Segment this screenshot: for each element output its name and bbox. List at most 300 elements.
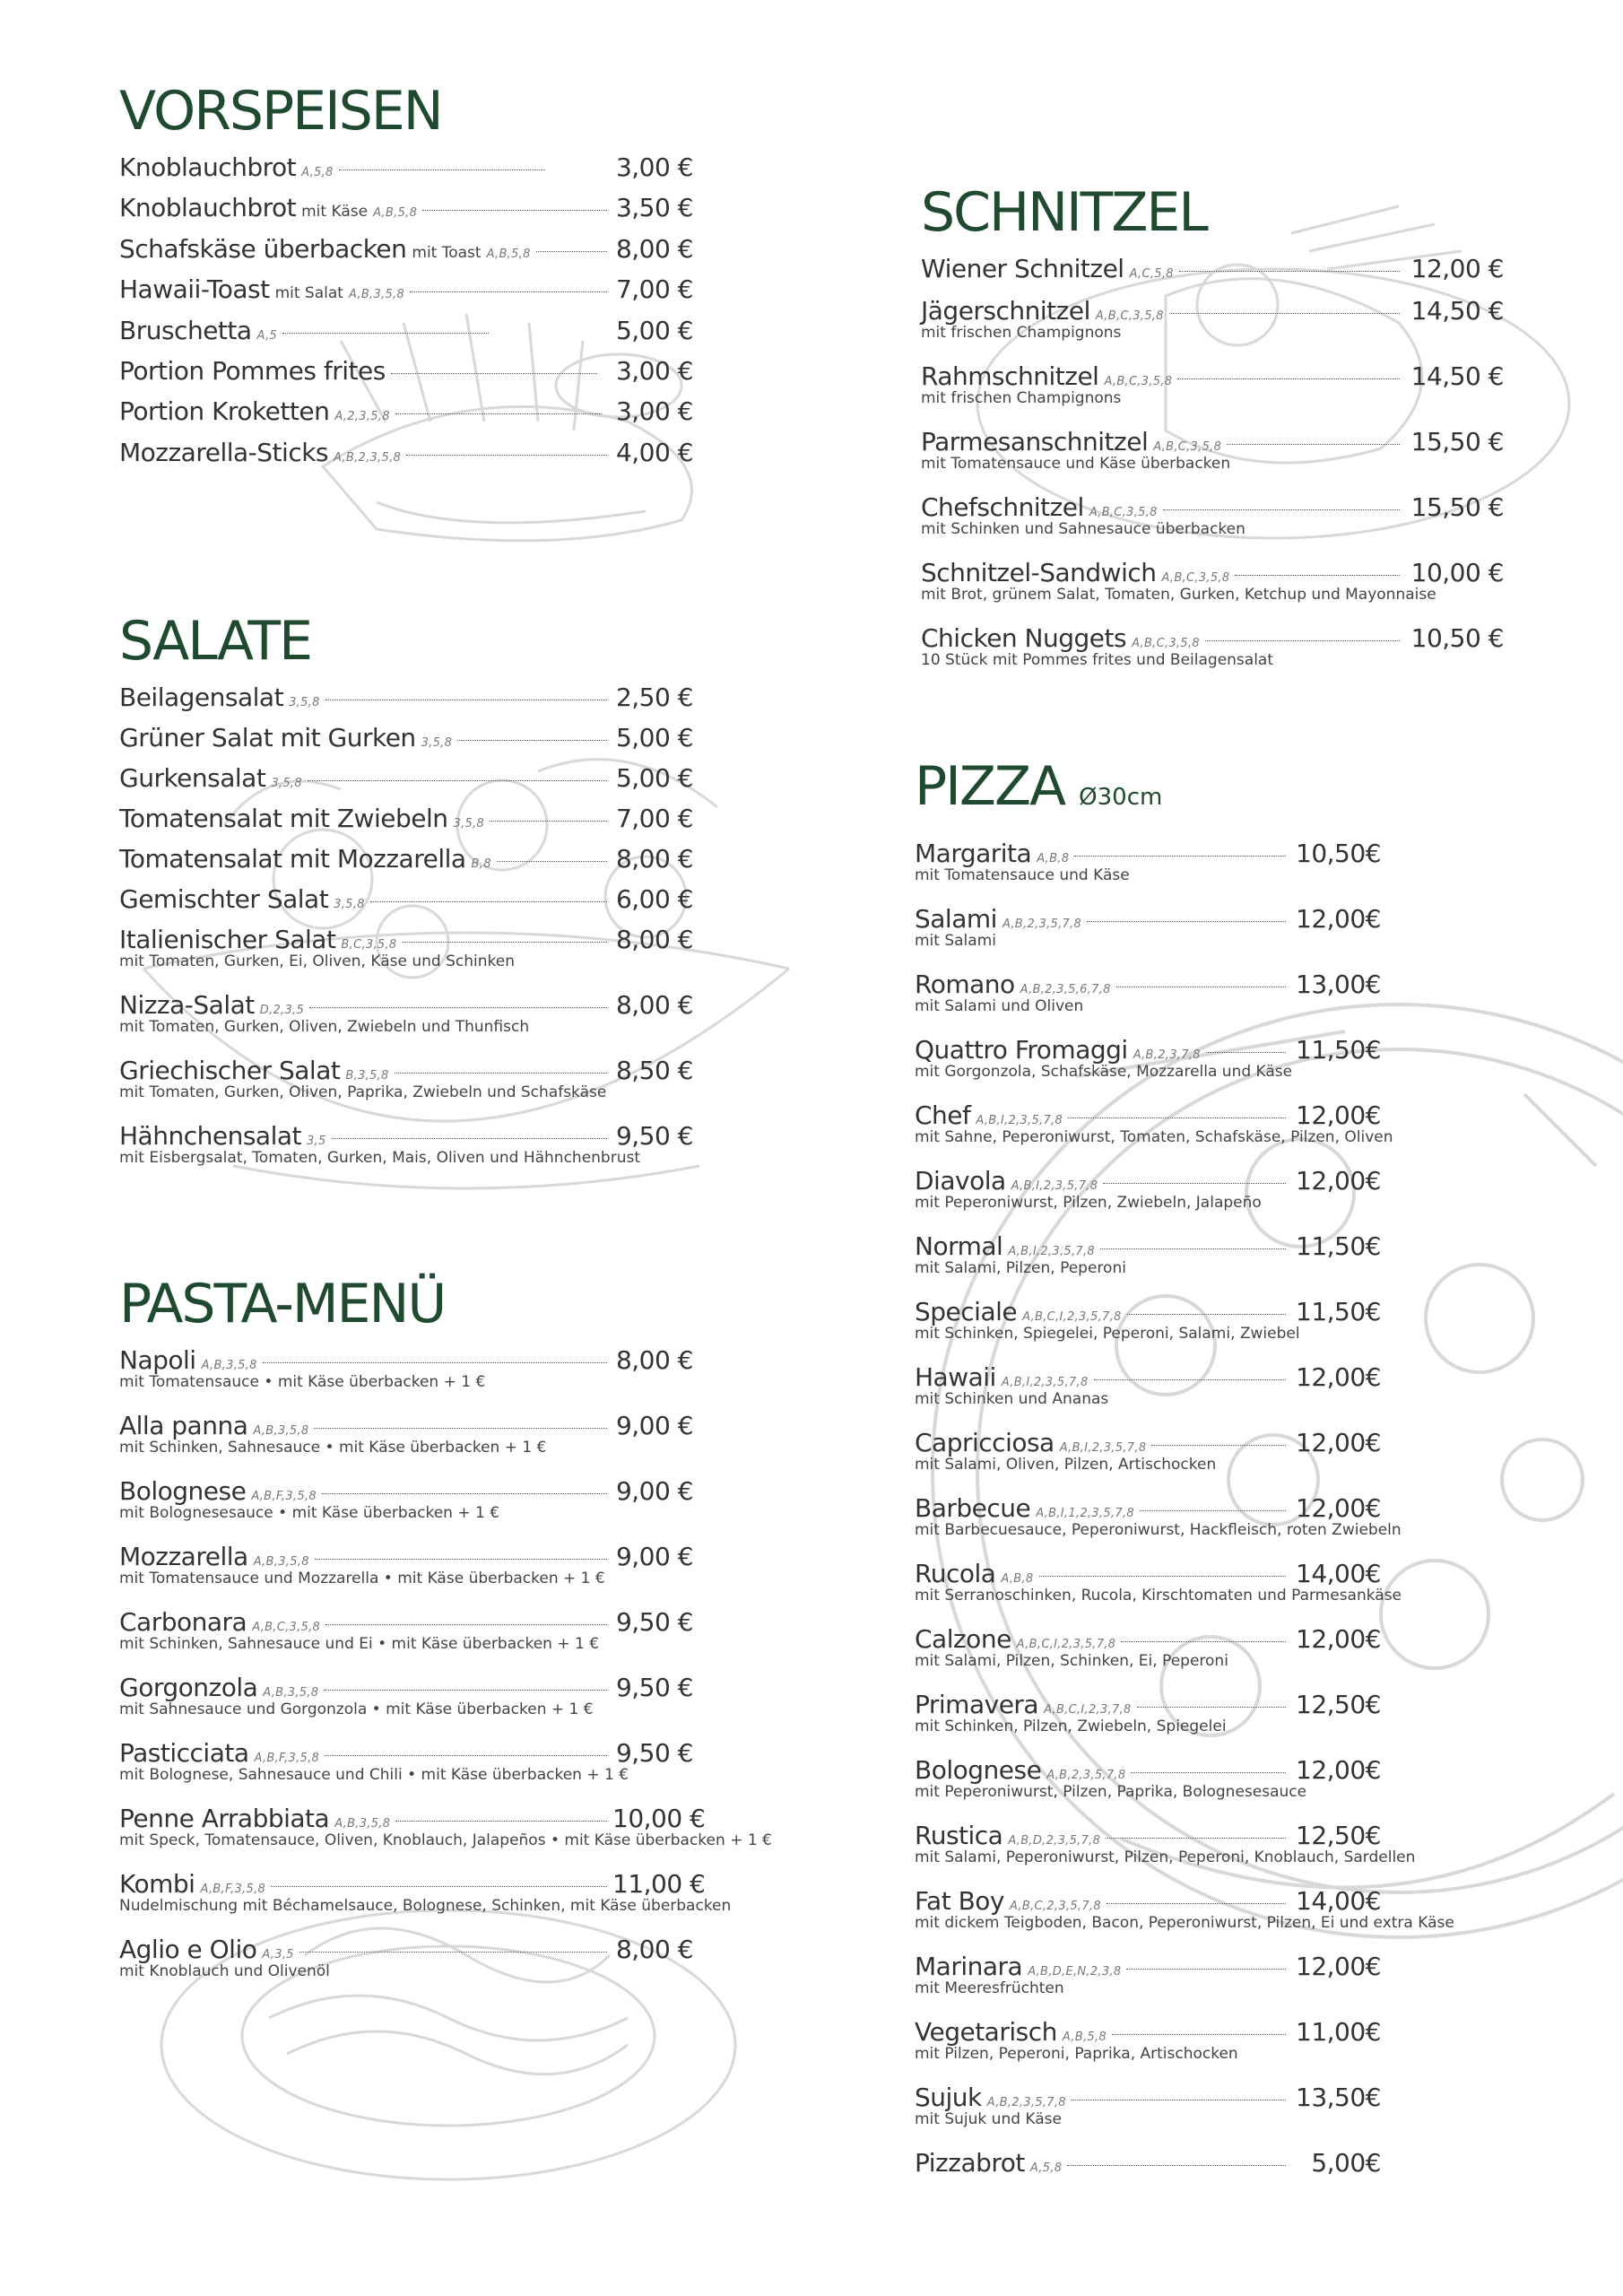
dot-leader [1169, 313, 1400, 314]
item-price: 11,50€ [1296, 1231, 1381, 1261]
item-name: Aglio e Olio [119, 1935, 257, 1964]
menu-item-row [915, 970, 1381, 999]
dot-leader [322, 1493, 607, 1494]
item-description: mit Sahnesauce und Gorgonzola • mit Käse überbacken + 1 € [119, 1700, 594, 1718]
item-description: mit Schinken, Spiegelei, Peperoni, Salami, Zwiebel [915, 1325, 1300, 1343]
allergen-codes: A,B,I,2,3,5,7,8 [976, 1114, 1063, 1127]
item-name: Napoli [119, 1345, 196, 1375]
item-price: 13,00€ [1296, 970, 1381, 999]
vorspeisen-list [119, 152, 693, 478]
menu-item-row [119, 1476, 693, 1506]
menu-item [119, 925, 693, 990]
item-description: mit Serranoschinken, Rucola, Kirschtomaten und Parmesankäse [915, 1587, 1402, 1605]
menu-item-row [915, 1952, 1381, 1981]
item-description: mit Bolognese, Sahnesauce und Chili • mit Käse überbacken + 1 € [119, 1766, 629, 1784]
allergen-codes: A,B,3,5,8 [334, 1817, 391, 1831]
allergen-codes: A,B,C,3,5,8 [1095, 309, 1164, 323]
menu-item [119, 1738, 819, 1804]
menu-item [119, 804, 693, 844]
item-price: 9,00 € [615, 1542, 693, 1571]
menu-item-row [119, 683, 693, 712]
dot-leader [395, 1073, 607, 1074]
dot-leader [314, 1428, 607, 1429]
menu-item-row [915, 1624, 1381, 1654]
item-price: 15,50 € [1410, 492, 1504, 522]
menu-item-row [915, 1493, 1381, 1523]
menu-item-row [119, 844, 693, 874]
dot-leader [410, 291, 607, 292]
dot-leader [1127, 1314, 1286, 1315]
dot-leader [1177, 378, 1400, 379]
dot-leader [1112, 2034, 1286, 2035]
menu-item [119, 438, 693, 478]
dot-leader [1121, 1641, 1286, 1642]
item-name: Romano [915, 970, 1015, 999]
allergen-codes: 3,5,8 [453, 817, 485, 831]
dot-leader [332, 1138, 607, 1139]
allergen-codes: A,B,C,3,5,8 [1089, 506, 1158, 519]
item-price: 14,00€ [1296, 1559, 1381, 1588]
item-name: Knoblauchbrot [119, 193, 297, 223]
item-description: mit Peperoniwurst, Pilzen, Paprika, Bolognesesauce [915, 1783, 1307, 1801]
menu-item-row [119, 1607, 693, 1637]
section-pizza [915, 755, 1596, 2188]
item-price: 12,00€ [1296, 904, 1381, 934]
item-description: mit Pilzen, Peperoni, Paprika, Artischocken [915, 2045, 1238, 2063]
item-price: 5,00 € [615, 763, 693, 793]
dot-leader [1131, 1772, 1286, 1773]
item-description: mit Meeresfrüchten [915, 1979, 1064, 1997]
item-description: mit Tomatensauce und Käse [915, 866, 1130, 884]
item-price: 12,00 € [1410, 254, 1504, 283]
menu-item-row [119, 1542, 693, 1571]
item-price: 9,50 € [615, 1673, 693, 1702]
menu-item [915, 1886, 1596, 1952]
item-price: 3,00 € [615, 152, 693, 182]
item-price: 10,00 € [612, 1804, 706, 1833]
allergen-codes: A,B,5,8 [373, 206, 418, 221]
item-name: Bruschetta [119, 315, 252, 345]
allergen-codes: A,B,C,3,5,8 [252, 1621, 321, 1634]
menu-item [119, 884, 693, 925]
item-description: mit Speck, Tomatensauce, Oliven, Knoblauch, Jalapeños • mit Käse überbacken + 1 € [119, 1831, 772, 1849]
allergen-codes: A,B,3,5,8 [348, 288, 405, 302]
allergen-codes: A,B,2,3,5,7,8 [1002, 918, 1082, 931]
item-price: 5,00€ [1311, 2148, 1381, 2178]
menu-item-row [119, 274, 693, 304]
item-name: Vegetarisch [915, 2017, 1057, 2047]
item-price: 4,00 € [615, 437, 693, 467]
menu-item-row [915, 1035, 1381, 1065]
allergen-codes: A,B,I,2,3,5,7,8 [1059, 1441, 1147, 1455]
item-name: Sujuk [915, 2083, 982, 2112]
menu-item [119, 844, 693, 884]
item-name: Normal [915, 1231, 1003, 1261]
menu-item-row [921, 492, 1504, 522]
dot-leader [1140, 1510, 1286, 1511]
dot-leader [1067, 2165, 1286, 2166]
menu-item-row [119, 356, 693, 386]
dot-leader [324, 1690, 607, 1691]
item-name: Pasticciata [119, 1738, 249, 1768]
allergen-codes: A,C,5,8 [1129, 267, 1174, 281]
item-price: 5,00 € [615, 723, 693, 752]
menu-item-row [915, 1559, 1381, 1588]
section-title-pizza [915, 755, 1596, 826]
dot-leader [406, 455, 607, 456]
dot-leader [315, 1559, 607, 1560]
item-name: Jägerschnitzel [921, 296, 1090, 326]
dot-leader [1163, 509, 1400, 510]
menu-item-row [119, 1869, 706, 1899]
item-price: 2,50 € [615, 683, 693, 712]
item-price: 11,50€ [1296, 1297, 1381, 1326]
item-description: mit Schinken, Sahnesauce • mit Käse überbacken + 1 € [119, 1439, 547, 1457]
item-price: 9,50 € [615, 1607, 693, 1637]
menu-item-row [921, 558, 1504, 587]
dot-leader [1100, 1248, 1286, 1249]
dot-leader [1106, 1838, 1286, 1839]
item-description: mit frischen Champignons [921, 324, 1122, 342]
item-name: Barbecue [915, 1493, 1031, 1523]
menu-item [119, 234, 693, 274]
menu-item-row [915, 1362, 1381, 1392]
item-price: 7,00 € [615, 804, 693, 833]
dot-leader [1107, 1903, 1286, 1904]
item-name: Gemischter Salat [119, 884, 329, 914]
allergen-codes: A,B,C,3,5,8 [1161, 571, 1230, 585]
menu-item-row [119, 1056, 693, 1085]
item-description: mit Salami, Peperoniwurst, Pilzen, Peperoni, Knoblauch, Sardellen [915, 1848, 1416, 1866]
item-price: 10,50 € [1410, 623, 1504, 653]
item-name: Margarita [915, 839, 1032, 868]
item-description: Nudelmischung mit Béchamelsauce, Bolognese, Schinken, mit Käse überbacken [119, 1897, 732, 1915]
menu-item-row [119, 438, 693, 467]
allergen-codes: A,B,3,5,8 [201, 1359, 257, 1372]
dot-leader [402, 942, 607, 943]
menu-item-row [915, 2017, 1381, 2047]
allergen-codes: A,5 [256, 328, 277, 343]
item-price: 11,50€ [1296, 1035, 1381, 1065]
menu-item-row [119, 1935, 693, 1964]
dot-leader [1151, 1445, 1286, 1446]
menu-item-row [921, 427, 1504, 457]
dot-leader [1179, 271, 1400, 272]
pizza-size: Ø30cm [1079, 784, 1163, 811]
item-name: Diavola [915, 1166, 1006, 1196]
item-description: mit Tomaten, Gurken, Oliven, Paprika, Zwiebeln und Schafskäse [119, 1083, 607, 1101]
item-description: mit Gorgonzola, Schafskäse, Mozzarella und Käse [915, 1063, 1293, 1081]
menu-item-row [915, 1690, 1381, 1719]
item-description: 10 Stück mit Pommes frites und Beilagensalat [921, 651, 1274, 669]
item-description: mit dickem Teigboden, Bacon, Peperoniwurst, Pilzen, Ei und extra Käse [915, 1914, 1454, 1932]
menu-item [921, 296, 1504, 361]
item-name: Salami [915, 904, 997, 934]
item-description: mit Salami, Pilzen, Schinken, Ei, Peperoni [915, 1652, 1228, 1670]
section-title-schnitzel: SCHNITZEL [921, 181, 1207, 244]
menu-item [119, 356, 693, 396]
item-name: Bolognese [915, 1755, 1042, 1785]
menu-item [119, 1673, 819, 1738]
menu-item [915, 1559, 1596, 1624]
menu-item-row [119, 1738, 693, 1768]
item-price: 3,50 € [615, 193, 693, 223]
pasta-list [119, 1345, 819, 2000]
allergen-codes: 3,5,8 [334, 898, 365, 911]
item-name: Wiener Schnitzel [921, 254, 1124, 283]
menu-item [119, 1804, 819, 1869]
item-description: mit Schinken und Sahnesauce überbacken [921, 520, 1245, 538]
menu-item-row [119, 316, 693, 345]
menu-item [119, 1345, 819, 1411]
item-price: 8,50 € [615, 1056, 693, 1085]
allergen-codes: A,B,I,2,3,5,7,8 [1011, 1179, 1098, 1193]
item-name: Carbonara [119, 1607, 247, 1637]
item-name: Chef [915, 1100, 971, 1130]
item-price: 15,50 € [1410, 427, 1504, 457]
allergen-codes: A,B,D,2,3,5,7,8 [1008, 1834, 1101, 1848]
allergen-codes: 3,5,8 [271, 777, 302, 790]
allergen-codes: A,B,2,3,5,7,8 [986, 2096, 1066, 2109]
dot-leader [370, 901, 607, 902]
menu-item-row [915, 1231, 1381, 1261]
item-price: 5,00 € [615, 315, 693, 345]
dot-leader [271, 1886, 607, 1887]
item-price: 12,00€ [1296, 1166, 1381, 1196]
menu-item-row [119, 1673, 693, 1702]
menu-item [915, 1166, 1596, 1231]
section-title-salate: SALATE [119, 610, 311, 673]
menu-item [119, 723, 693, 763]
menu-item-row [921, 296, 1504, 326]
menu-item [119, 1056, 693, 1121]
menu-item-row [119, 804, 693, 833]
allergen-codes: A,5,8 [1029, 2161, 1063, 2175]
menu-item-row [915, 1100, 1381, 1130]
salate-list [119, 683, 693, 1187]
menu-item [119, 1607, 819, 1673]
menu-item [915, 1690, 1596, 1755]
item-price: 12,00€ [1296, 1428, 1381, 1457]
item-name: Chicken Nuggets [921, 623, 1127, 653]
pizza-list [915, 839, 1596, 2188]
menu-item [921, 558, 1504, 623]
allergen-codes: A,B,F,3,5,8 [200, 1883, 266, 1896]
menu-item [119, 1411, 819, 1476]
item-price: 11,00€ [1296, 2017, 1381, 2047]
menu-item-row [915, 1886, 1381, 1916]
menu-item-row [921, 623, 1504, 653]
item-name: Tomatensalat mit Zwiebeln [119, 804, 448, 833]
allergen-codes: A,B,3,5,8 [253, 1424, 309, 1438]
allergen-codes: A,B,5,8 [1062, 2031, 1107, 2044]
menu-item [915, 1100, 1596, 1166]
menu-item [119, 396, 693, 437]
item-name: Portion Pommes frites [119, 355, 386, 386]
menu-item [915, 1035, 1596, 1100]
item-name: Portion Kroketten [119, 396, 330, 427]
dot-leader [1126, 1969, 1286, 1970]
dot-leader [325, 1755, 607, 1756]
dot-leader [282, 333, 489, 334]
menu-item-row [119, 925, 693, 954]
menu-item [921, 254, 1504, 296]
item-price: 9,00 € [615, 1411, 693, 1440]
menu-item-row [119, 990, 693, 1020]
item-name: Griechischer Salat [119, 1056, 341, 1085]
item-name: Nizza-Salat [119, 990, 255, 1020]
allergen-codes: A,B,F,3,5,8 [251, 1490, 317, 1503]
menu-item-row [119, 234, 693, 264]
allergen-codes: A,B,2,3,5,7,8 [1046, 1769, 1126, 1782]
menu-item-row [921, 361, 1504, 391]
item-name: Rustica [915, 1821, 1003, 1850]
item-description: mit Barbecuesauce, Peperoniwurst, Hackfleisch, roten Zwiebeln [915, 1521, 1402, 1539]
dot-leader [1087, 921, 1286, 922]
item-name: Schnitzel-Sandwich [921, 558, 1157, 587]
item-name: Quattro Fromaggi [915, 1035, 1128, 1065]
dot-leader [1206, 1052, 1286, 1053]
item-price: 14,00€ [1296, 1886, 1381, 1916]
allergen-codes: A,B,C,3,5,8 [1104, 375, 1173, 388]
item-description: mit Eisbergsalat, Tomaten, Gurken, Mais, Oliven und Hähnchenbrust [119, 1149, 641, 1167]
menu-item-row [119, 1804, 706, 1833]
item-name: Parmesanschnitzel [921, 427, 1149, 457]
dot-leader [1205, 640, 1400, 641]
item-name: Knoblauchbrot [119, 152, 297, 182]
menu-item-row [119, 152, 693, 182]
item-description: mit Salami [915, 932, 996, 950]
item-price: 11,00 € [612, 1869, 706, 1899]
allergen-codes: A,2,3,5,8 [334, 410, 390, 424]
item-description: mit Schinken, Pilzen, Zwiebeln, Spiegelei [915, 1718, 1227, 1735]
item-name: Grüner Salat mit Gurken [119, 723, 416, 752]
dot-leader [395, 413, 602, 414]
dot-leader [1039, 1576, 1287, 1577]
item-name: Fat Boy [915, 1886, 1004, 1916]
item-price: 8,00 € [615, 1935, 693, 1964]
menu-item [915, 904, 1596, 970]
menu-item [119, 1542, 819, 1607]
dot-leader [457, 740, 607, 741]
allergen-codes: A,B,2,3,5,6,7,8 [1020, 983, 1111, 996]
menu-item-row [119, 1411, 693, 1440]
menu-item [119, 990, 693, 1056]
item-name: Mozzarella [119, 1542, 248, 1571]
menu-item [915, 2083, 1596, 2148]
item-description: mit Tomatensauce und Mozzarella • mit Käse überbacken + 1 € [119, 1570, 605, 1587]
allergen-codes: A,B,F,3,5,8 [254, 1752, 320, 1765]
item-name: Primavera [915, 1690, 1039, 1719]
menu-item [915, 970, 1596, 1035]
section-vorspeisen [119, 80, 693, 478]
item-name: Capricciosa [915, 1428, 1055, 1457]
item-price: 9,00 € [615, 1476, 693, 1506]
menu-item-row [915, 839, 1381, 868]
menu-item [915, 1624, 1596, 1690]
section-pasta [119, 1275, 819, 2000]
item-description: mit Schinken, Sahnesauce und Ei • mit Käse überbacken + 1 € [119, 1635, 600, 1653]
section-schnitzel [921, 181, 1504, 689]
item-name: Kombi [119, 1869, 195, 1899]
item-price: 12,00€ [1296, 1755, 1381, 1785]
allergen-codes: B,8 [471, 857, 491, 871]
item-name: Alla panna [119, 1411, 248, 1440]
item-description: mit Sahne, Peperoniwurst, Tomaten, Schafskäse, Pilzen, Oliven [915, 1128, 1393, 1146]
item-name: Gurkensalat [119, 763, 266, 793]
menu-item-row [915, 1297, 1381, 1326]
item-description: mit Sujuk und Käse [915, 2110, 1062, 2128]
item-name: Hawaii-Toast [119, 274, 270, 305]
item-price: 12,50€ [1296, 1821, 1381, 1850]
dot-leader [391, 373, 597, 374]
item-description: mit Tomaten, Gurken, Ei, Oliven, Käse und Schinken [119, 952, 515, 970]
allergen-codes: A,B,5,8 [486, 247, 531, 261]
allergen-codes: A,B,C,I,2,3,5,7,8 [1016, 1638, 1116, 1651]
dot-leader [1137, 1707, 1286, 1708]
allergen-codes: 3,5,8 [421, 736, 453, 750]
dot-leader [536, 251, 607, 252]
item-name: Italienischer Salat [119, 925, 336, 954]
item-description: mit Peperoniwurst, Pilzen, Zwiebeln, Jalapeño [915, 1194, 1262, 1212]
item-price: 8,00 € [615, 925, 693, 954]
dot-leader [422, 210, 607, 211]
allergen-codes: D,2,3,5 [259, 1004, 305, 1017]
dot-leader [325, 1624, 607, 1625]
item-price: 12,00€ [1296, 1624, 1381, 1654]
dot-leader [490, 821, 607, 822]
menu-item [119, 1935, 819, 2000]
item-extra: mit Toast [412, 243, 482, 262]
menu-item [119, 274, 693, 315]
allergen-codes: A,B,3,5,8 [263, 1686, 319, 1700]
menu-item [921, 361, 1504, 427]
menu-item [915, 1297, 1596, 1362]
allergen-codes: A,B,C,3,5,8 [1153, 440, 1222, 454]
menu-item [915, 1362, 1596, 1428]
item-price: 13,50€ [1296, 2083, 1381, 2112]
item-description: mit Salami, Pilzen, Peperoni [915, 1259, 1126, 1277]
item-price: 12,00€ [1296, 1952, 1381, 1981]
menu-item-row [915, 2148, 1381, 2178]
item-price: 10,00 € [1410, 558, 1504, 587]
dot-leader [308, 780, 607, 781]
menu-item [119, 1476, 819, 1542]
item-description: mit Tomatensauce und Käse überbacken [921, 455, 1231, 473]
dot-leader [395, 1821, 607, 1822]
menu-item [915, 1755, 1596, 1821]
allergen-codes: A,B,D,E,N,2,3,8 [1028, 1965, 1122, 1979]
menu-item-row [119, 1121, 693, 1151]
item-name: Mozzarella-Sticks [119, 437, 329, 467]
item-description: mit Salami und Oliven [915, 997, 1084, 1015]
menu-item-row [119, 1345, 693, 1375]
allergen-codes: A,3,5 [262, 1948, 294, 1961]
menu-item [119, 763, 693, 804]
item-name: Gorgonzola [119, 1673, 258, 1702]
section-title-vorspeisen: VORSPEISEN [119, 80, 442, 143]
item-name: Speciale [915, 1297, 1018, 1326]
menu-item-row [915, 2083, 1381, 2112]
menu-item [915, 1231, 1596, 1297]
item-name: Schafskäse überbacken [119, 233, 407, 264]
menu-item [915, 1428, 1596, 1493]
item-name: Pizzabrot [915, 2148, 1025, 2178]
allergen-codes: A,B,I,2,3,5,7,8 [1008, 1245, 1095, 1258]
menu-item [921, 623, 1504, 689]
menu-item [119, 193, 693, 233]
allergen-codes: A,B,C,I,2,3,5,7,8 [1022, 1310, 1122, 1324]
